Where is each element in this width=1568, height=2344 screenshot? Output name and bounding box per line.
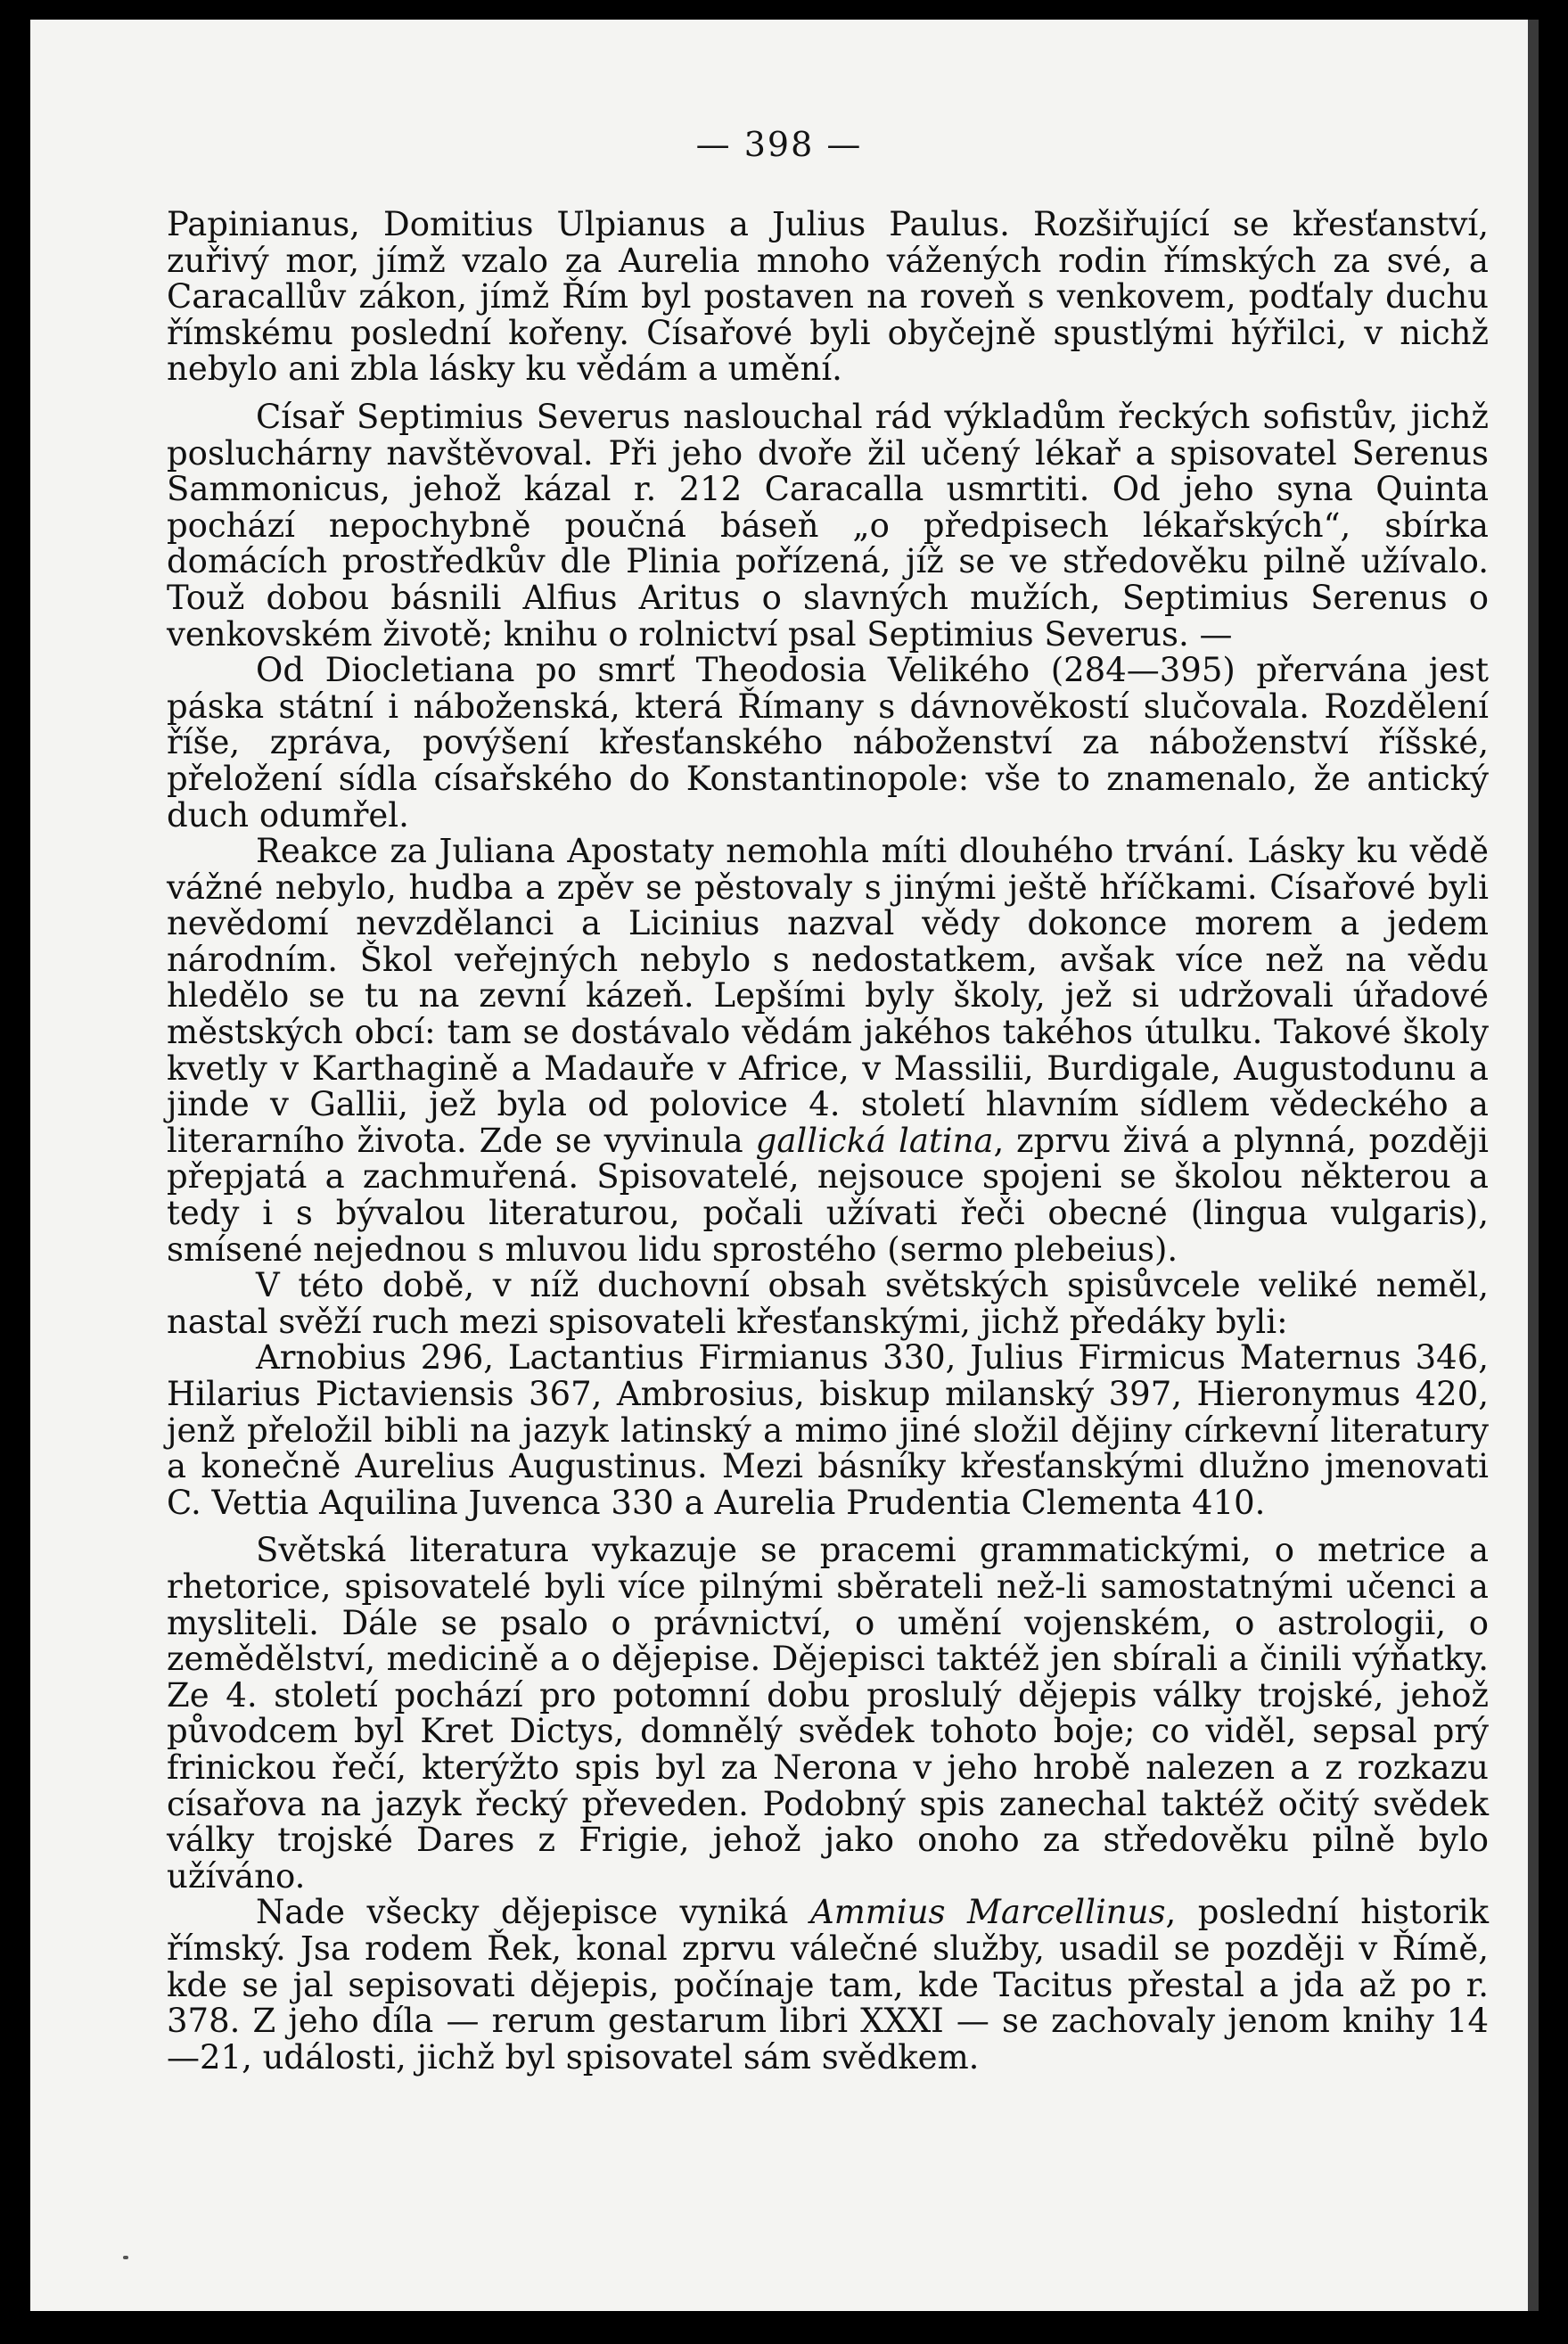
paragraph-8-text-before: Nade všecky dějepisce vyniká [256,1893,810,1932]
body-text [167,207,1489,2076]
paragraph-5: V této době, v níž duchovní obsah světských spisůvcele veliké neměl, nastal svěží ruch mezi spisovateli křesťanskými, jichž předáky byli: [167,1266,1489,1341]
paragraph-6: Arnobius 296, Lactantius Firmianus 330, Julius Firmicus Maternus 346, Hilarius Pictaviensis 367, Ambrosius, biskup milanský 397, Hieronymus 420, jenž přeložil bibli na jazyk latinský a mimo jiné složil dějiny církevní literatury a konečně Aurelius Augustinus. Mezi básníky křesťanskými dlužno jmenovati C. Vettia Aquilina Juvenca 330 a Aurelia Prudentia Clementa 410. [167,1338,1489,1522]
paragraph-8-text-after: , poslední historik římský. Jsa rodem Řek, konal zprvu válečné služby, usadil se později v Římě, kde se jal sepisovati dějepis, počínaje tam, kde Tacitus přestal a jda až po r. 378. Z jeho díla — rerum gestarum libri XXXI — se zachovaly jenom knihy 14—21, události, jichž byl spisovatel sám svědkem. [167,1893,1490,2077]
paragraph-4-text-after: , zprvu živá a plynná, později přepjatá a zachmuřená. Spisovatelé, nejsouce spojeni se školou některou a tedy i s bývalou literaturou, počali užívati řeči obecné (lingua vulgaris), smísené nejednou s mluvou lidu sprostého (sermo plebeius). [167,1121,1489,1269]
page-edge-shadow [1528,20,1539,2311]
paragraph-4-emphasis: gallická latina [755,1121,994,1160]
paragraph-8 [167,1895,1489,2076]
paragraph-1: Papinianus, Domitius Ulpianus a Julius Paulus. Rozšiřující se křesťanství, zuřivý mor, jímž vzalo za Aurelia mnoho vážených rodin římských za své, a Caracallův zákon, jímž Řím byl postaven na roveň s venkovem, podťaly duchu římskému poslední kořeny. Císařové byli obyčejně spustlými hýřilci, v nichž nebylo ani zbla lásky ku vědám a umění. [167,205,1489,389]
paragraph-4 [167,834,1489,1268]
scan-speck [123,2256,128,2259]
paragraph-2: Císař Septimius Severus naslouchal rád výkladům řeckých sofistův, jichž posluchárny navštěvoval. Při jeho dvoře žil učený lékař a spisovatel Serenus Sammonicus, jehož kázal r. 212 Caracalla usmrtiti. Od jeho syna Quinta pochází nepochybně poučná báseň „o předpisech lékařských“, sbírka domácích prostředkův dle Plinia pořízená, jíž se ve středověku pilně užívalo. Touž dobou básnili Alfius Aritus o slavných mužích, Septimius Serenus o venkovském životě; knihu o rolnictví psal Septimius Severus. — [167,397,1489,654]
paragraph-4-text-before: Reakce za Juliana Apostaty nemohla míti dlouhého trvání. Lásky ku vědě vážné nebylo, hudba a zpěv se pěstovaly s jinými ještě hříčkami. Císařové byli nevědomí nevzdělanci a Licinius nazval vědy dokonce morem a jedem národním. Škol veřejných nebylo s nedostatkem, avšak více než na vědu hledělo se tu na zevní kázeň. Lepšími byly školy, jež si udržovali úřadové městských obcí: tam se dostávalo vědám jakéhos takéhos útulku. Takové školy kvetly v Karthagině a Madauře v Africe, v Massilii, Burdigale, Augustodunu a jinde v Gallii, jež byla od polovice 4. století hlavním sídlem vědeckého a literarního života. Zde se vyvinula [167,832,1489,1160]
paragraph-8-emphasis: Ammius Marcellinus [809,1893,1166,1932]
paragraph-3: Od Diocletiana po smrť Theodosia Velikého (284—395) přervána jest páska státní i náboženská, která Římany s dávnověkostí slučovala. Rozdělení říše, zpráva, povýšení křesťanského náboženství za náboženství říšské, přeložení sídla císařského do Konstantinopole: vše to znamenalo, že antický duch odumřel. [167,651,1489,835]
paragraph-7: Světská literatura vykazuje se pracemi grammatickými, o metrice a rhetorice, spisovatelé byli více pilnými sběrateli než-li samostatnými učenci a mysliteli. Dále se psalo o právnictví, o umění vojenském, o astrologii, o zemědělství, medicině a o dějepise. Dějepisci taktéž jen sbírali a činili výňatky. Ze 4. století pochází pro potomní dobu proslulý dějepis války trojské, jehož původcem byl Kret Dictys, domnělý svědek tohoto boje; co viděl, sepsal prý frinickou řečí, kterýžto spis byl za Nerona v jeho hrobě nalezen a z rozkazu císařova na jazyk řecký převeden. Podobný spis zanechal taktéž očitý svědek války trojské Dares z Frigie, jehož jako onoho za středověku pilně bylo užíváno. [167,1531,1489,1896]
page-number: — 398 — [695,125,863,164]
book-page [30,20,1528,2311]
